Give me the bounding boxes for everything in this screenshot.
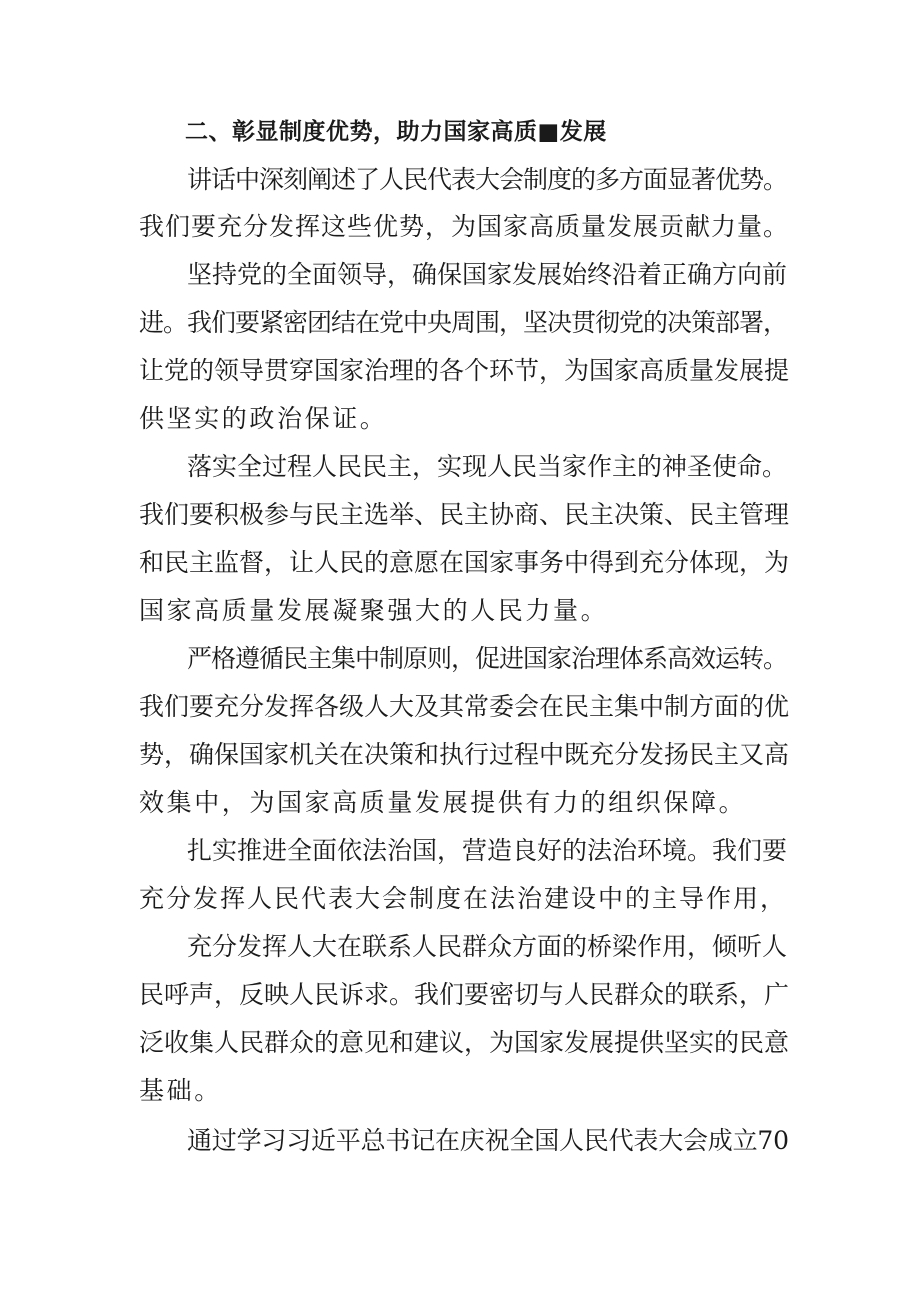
text-line: 势，确保国家机关在决策和执行过程中既充分发扬民主又高 [139,740,790,769]
text-line: 坚持党的全面领导，确保国家发展始终沿着正确方向前 [187,260,788,289]
text-line: 泛收集人民群众的意见和建议，为国家发展提供坚实的民意 [139,1028,790,1057]
text-line: 供坚实的政治保证。 [139,404,388,433]
text-line: 我们要充分发挥这些优势，为国家高质量发展贡献力量。 [139,212,790,241]
text-line: 民呼声，反映人民诉求。我们要密切与人民群众的联系，广 [139,980,790,1009]
text-line: 落实全过程人民民主，实现人民当家作主的神圣使命。 [187,452,788,481]
text-line: 进。我们要紧密团结在党中央周围，坚决贯彻党的决策部署， [139,308,788,337]
text-line: 严格遵循民主集中制原则，促进国家治理体系高效运转。 [187,644,788,673]
text-line: 基础。 [139,1076,222,1105]
text-line: 效集中，为国家高质量发展提供有力的组织保障。 [139,788,747,817]
text-line: 通过学习习近平总书记在庆祝全国人民代表大会成立70 [187,1126,789,1155]
section-heading: 二、彰显制度优势，助力国家高质■发展 [185,119,607,145]
text-line: 充分发挥人民代表大会制度在法治建设中的主导作用， [139,884,788,913]
text-line: 扎实推进全面依法治国，营造良好的法治环境。我们要 [187,836,788,865]
text-line: 国家高质量发展凝聚强大的人民力量。 [139,596,609,625]
text-line: 我们要充分发挥各级人大及其常委会在民主集中制方面的优 [139,692,790,721]
text-line: 讲话中深刻阐述了人民代表大会制度的多方面显著优势。 [187,165,788,194]
text-line: 和民主监督，让人民的意愿在国家事务中得到充分体现，为 [139,548,790,577]
text-line: 让党的领导贯穿国家治理的各个环节，为国家高质量发展提 [139,356,790,385]
text-line: 充分发挥人大在联系人民群众方面的桥梁作用，倾听人 [187,932,788,961]
text-line: 我们要积极参与民主选举、民主协商、民主决策、民主管理 [139,500,790,529]
